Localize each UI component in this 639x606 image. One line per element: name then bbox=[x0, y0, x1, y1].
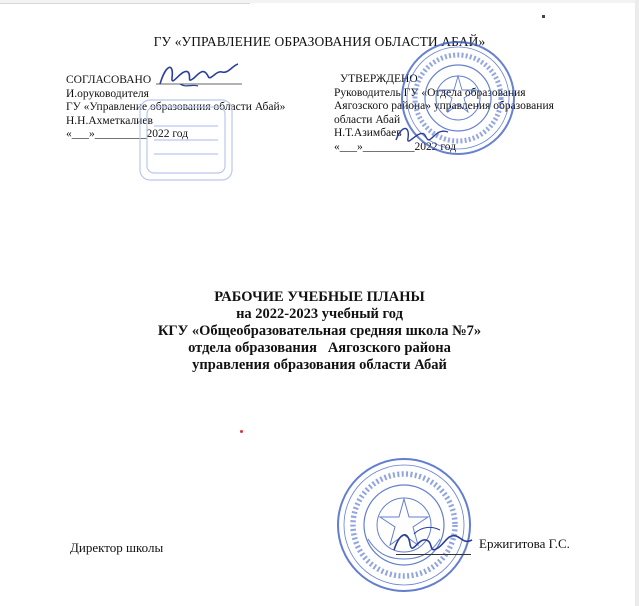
approval-right-date: «___»_________2022 год bbox=[334, 140, 457, 153]
title-line-3: КГУ «Общеобразовательная средняя школа №7» bbox=[157, 323, 482, 339]
approval-right-position-1: Руководитель ГУ «Отдела образования bbox=[334, 86, 526, 99]
director-name: Ержигитова Г.С. bbox=[479, 536, 570, 551]
title-line-2: на 2022-2023 учебный год bbox=[236, 306, 403, 322]
signature-left bbox=[152, 54, 244, 96]
approval-left-heading: СОГЛАСОВАНО bbox=[66, 74, 152, 86]
signature-director bbox=[388, 520, 478, 566]
title-line-5: управления образования области Абай bbox=[192, 357, 447, 373]
red-mark bbox=[240, 430, 243, 433]
approval-left-date: «___»_________2022 год bbox=[66, 128, 189, 141]
approval-right-position-2: Аягозского района» управления образования bbox=[334, 100, 554, 113]
approval-right-position-3: области Абай bbox=[334, 113, 401, 126]
title-line-4: отдела образования Аягозского района bbox=[188, 340, 451, 356]
approval-right-name: Н.Т.Азимбаев bbox=[334, 127, 402, 140]
signature-right bbox=[392, 118, 452, 152]
director-signature-line bbox=[396, 554, 471, 555]
faded-stamp-left bbox=[134, 96, 238, 184]
organization-title: ГУ «УПРАВЛЕНИЕ ОБРАЗОВАНИЯ ОБЛАСТИ АБАЙ» bbox=[153, 34, 486, 49]
document-title bbox=[0, 289, 639, 374]
director-label: Директор школы bbox=[70, 540, 164, 555]
scan-top-line bbox=[0, 3, 250, 4]
approval-left-department: ГУ «Управление образования области Абай» bbox=[66, 101, 286, 114]
approval-left-name: Н.Н.Ахметкалиев bbox=[66, 114, 153, 127]
title-line-1: РАБОЧИЕ УЧЕБНЫЕ ПЛАНЫ bbox=[214, 289, 425, 305]
approval-right-heading: УТВЕРЖДЕНО bbox=[340, 73, 418, 85]
approval-left-position: И.оруководителя bbox=[66, 87, 149, 100]
scan-speck bbox=[542, 15, 545, 18]
